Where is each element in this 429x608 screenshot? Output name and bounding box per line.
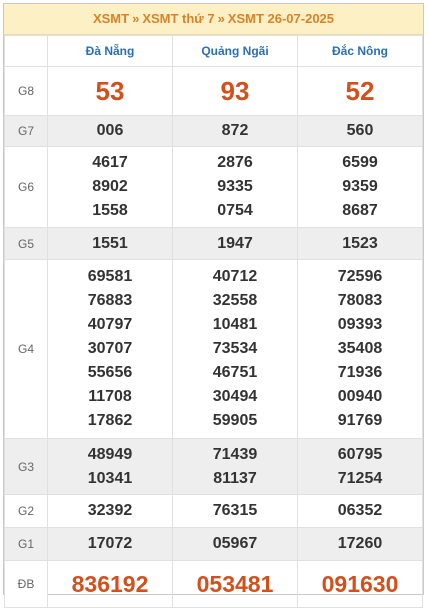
prize-number: 76883 — [87, 292, 133, 309]
prize-cell — [298, 439, 423, 495]
prize-number: 9335 — [217, 178, 253, 195]
prize-number: 17260 — [337, 535, 383, 552]
prize-label: G1 — [5, 528, 48, 561]
prize-number: 09393 — [337, 316, 383, 333]
prize-label: G2 — [5, 495, 48, 528]
prize-number: 560 — [346, 122, 374, 139]
prize-label: G6 — [5, 147, 48, 228]
prize-cell — [48, 561, 173, 608]
prize-cell — [298, 561, 423, 608]
prize-cell — [48, 528, 173, 561]
prize-number: 1523 — [342, 234, 378, 252]
prize-cell — [48, 147, 173, 228]
prize-cell — [48, 495, 173, 528]
prize-cell — [298, 116, 423, 147]
prize-cell — [298, 147, 423, 228]
prize-number: 05967 — [212, 535, 258, 552]
prize-cell — [298, 67, 423, 116]
prize-number: 71936 — [337, 364, 383, 381]
prize-number: 30494 — [212, 388, 258, 405]
prize-number: 006 — [96, 122, 124, 139]
prize-cell — [173, 260, 298, 439]
prize-cell — [298, 528, 423, 561]
prize-label: G5 — [5, 228, 48, 260]
prize-label: G4 — [5, 260, 48, 439]
prize-number: 76315 — [212, 502, 258, 519]
prize-number: 60795 — [337, 445, 383, 463]
prize-number: 32558 — [212, 292, 258, 309]
prize-number: 55656 — [87, 364, 133, 381]
prize-label: G3 — [5, 439, 48, 495]
prize-cell — [298, 260, 423, 439]
breadcrumb-link-xsmt-thu-7[interactable]: XSMT thứ 7 — [142, 11, 215, 26]
prize-number: 78083 — [337, 292, 383, 309]
prize-number: 69581 — [87, 268, 133, 285]
prize-number: 1558 — [92, 202, 128, 219]
prize-number: 4617 — [92, 154, 128, 171]
prize-number: 1551 — [92, 234, 128, 252]
prize-number: 40712 — [212, 268, 258, 285]
prize-number: 17862 — [87, 412, 133, 429]
prize-cell — [173, 228, 298, 260]
prize-number: 71439 — [212, 445, 258, 463]
prize-number: 93 — [220, 76, 250, 106]
prize-row-g4 — [5, 260, 423, 439]
prize-cell — [173, 147, 298, 228]
prize-number: 11708 — [88, 388, 132, 405]
prize-row-g8 — [5, 67, 423, 116]
prize-cell — [48, 67, 173, 116]
prize-number: 8687 — [342, 202, 378, 219]
table-header-row — [5, 36, 423, 67]
prize-row-g3 — [5, 439, 423, 495]
prize-number: 10341 — [87, 469, 133, 487]
prize-number: 053481 — [196, 571, 274, 597]
prize-number: 59905 — [212, 412, 258, 429]
prize-number: 30707 — [87, 340, 133, 357]
prize-cell — [173, 528, 298, 561]
prize-number: 52 — [345, 76, 375, 106]
prize-number: 32392 — [87, 502, 133, 519]
prize-cell — [173, 116, 298, 147]
breadcrumb-separator: » — [132, 11, 140, 26]
prize-row-db — [5, 561, 423, 608]
prize-cell — [298, 228, 423, 260]
breadcrumb-link-xsmt[interactable]: XSMT — [92, 11, 130, 26]
prize-cell — [48, 439, 173, 495]
column-header-quang-ngai[interactable]: Quảng Ngãi — [173, 36, 298, 67]
column-header-dac-nong[interactable]: Đắc Nông — [298, 36, 423, 67]
prize-cell — [173, 561, 298, 608]
prize-number: 48949 — [87, 445, 133, 463]
breadcrumb — [4, 4, 423, 35]
prize-number: 00940 — [337, 388, 383, 405]
results-table — [4, 35, 423, 608]
prize-number: 0754 — [217, 202, 253, 219]
prize-number: 836192 — [71, 571, 149, 597]
prize-number: 40797 — [87, 316, 133, 333]
breadcrumb-link-xsmt-date[interactable]: XSMT 26-07-2025 — [227, 11, 335, 26]
prize-cell — [298, 495, 423, 528]
prize-number: 9359 — [342, 178, 378, 195]
prize-cell — [173, 67, 298, 116]
results-panel — [3, 3, 424, 595]
prize-cell — [48, 260, 173, 439]
prize-label: G7 — [5, 116, 48, 147]
prize-number: 8902 — [92, 178, 128, 195]
prize-row-g1 — [5, 528, 423, 561]
prize-number: 1947 — [217, 234, 253, 252]
prize-cell — [173, 495, 298, 528]
prize-number: 091630 — [321, 571, 399, 597]
prize-number: 71254 — [337, 469, 383, 487]
column-header-da-nang[interactable]: Đà Nẵng — [48, 36, 173, 67]
prize-label: ĐB — [5, 561, 48, 608]
prize-number: 6599 — [342, 154, 378, 171]
prize-number: 72596 — [337, 268, 383, 285]
prize-cell — [48, 116, 173, 147]
prize-number: 46751 — [212, 364, 258, 381]
prize-number: 872 — [221, 122, 249, 139]
prize-number: 91769 — [337, 412, 383, 429]
prize-cell — [48, 228, 173, 260]
prize-number: 73534 — [212, 340, 258, 357]
prize-number: 81137 — [213, 469, 257, 487]
breadcrumb-separator: » — [217, 11, 225, 26]
prize-row-g7 — [5, 116, 423, 147]
prize-number: 10481 — [212, 316, 258, 333]
prize-number: 35408 — [337, 340, 383, 357]
header-blank — [5, 36, 48, 67]
prize-number: 53 — [95, 76, 125, 106]
prize-label: G8 — [5, 67, 48, 116]
prize-row-g6 — [5, 147, 423, 228]
prize-number: 17072 — [87, 535, 133, 552]
prize-number: 2876 — [217, 154, 253, 171]
prize-row-g2 — [5, 495, 423, 528]
prize-number: 06352 — [337, 502, 383, 519]
prize-cell — [173, 439, 298, 495]
prize-row-g5 — [5, 228, 423, 260]
